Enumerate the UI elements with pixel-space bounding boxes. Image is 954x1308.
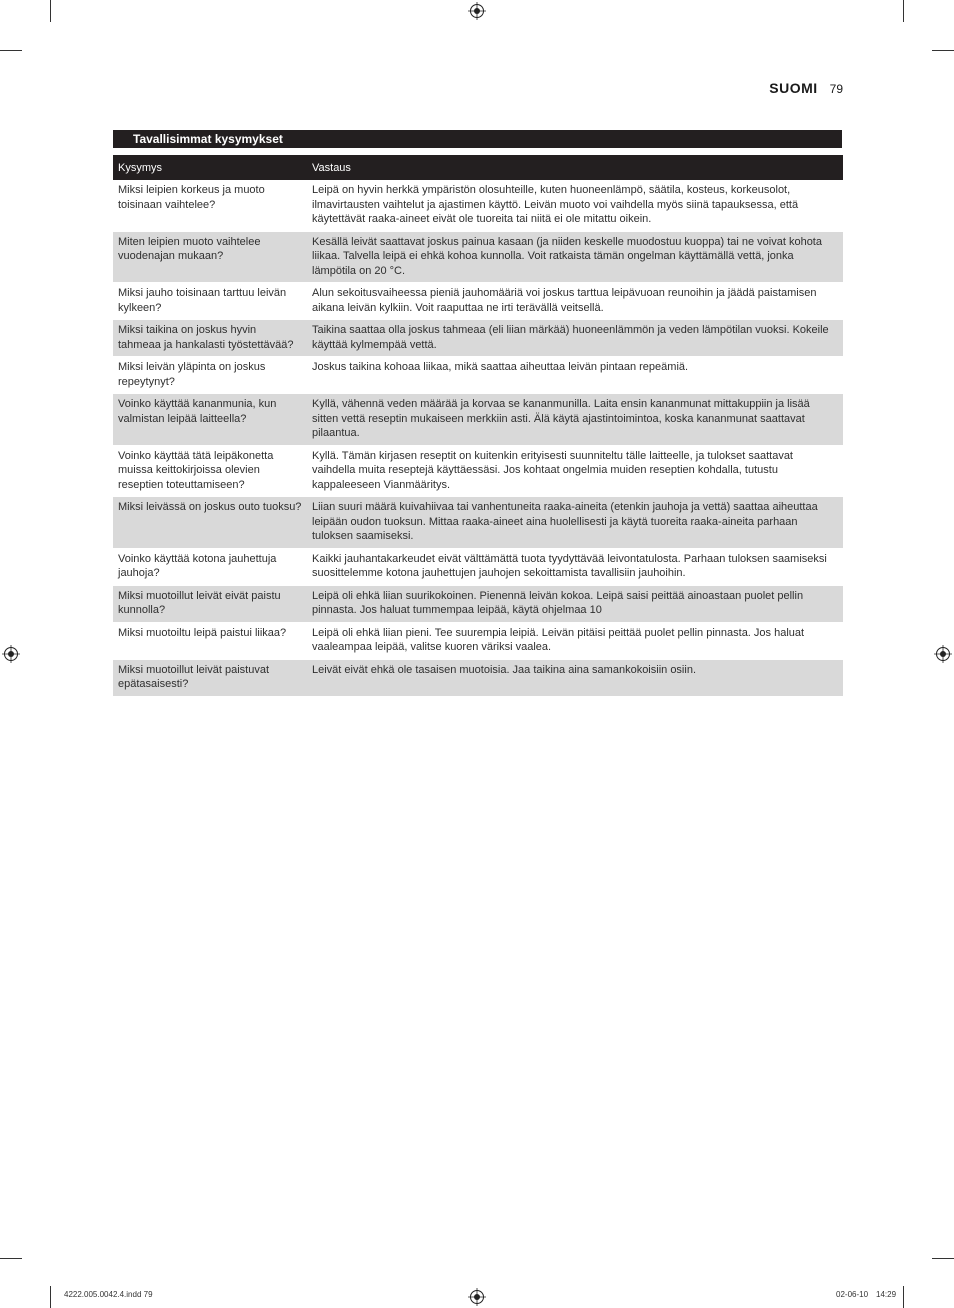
- table-row: [113, 548, 843, 585]
- print-slug-file: 4222.005.0042.4.indd 79: [64, 1290, 153, 1299]
- crop-mark: [0, 1258, 22, 1259]
- question-cell: Voinko käyttää tätä leipäkonetta muissa keittokirjoissa olevien reseptien toteuttamiseen?: [113, 445, 307, 497]
- registration-mark-icon: [468, 2, 486, 20]
- question-cell: Miksi leivän yläpinta on joskus repeytynyt?: [113, 357, 307, 394]
- crop-mark: [50, 1286, 51, 1308]
- section-title: Tavallisimmat kysymykset: [113, 130, 842, 148]
- table-row: [113, 497, 843, 549]
- question-cell: Voinko käyttää kotona jauhettuja jauhoja?: [113, 548, 307, 585]
- crop-mark: [903, 0, 904, 22]
- running-header: [769, 80, 843, 96]
- table-row: [113, 231, 843, 283]
- language-label: SUOMI: [769, 80, 818, 96]
- crop-mark: [903, 1286, 904, 1308]
- crop-mark: [932, 1258, 954, 1259]
- table-row: [113, 357, 843, 394]
- answer-cell: Kaikki jauhantakarkeudet eivät välttämättä tuota tyydyttävää leivontatulosta. Parhaan tuloksen saamiseksi suosittelemme kotona jauhettujen jauhojen sekoittamista tavallisiin jauhoihin.: [307, 548, 843, 585]
- registration-mark-icon: [468, 1288, 486, 1306]
- table-row: [113, 445, 843, 497]
- answer-cell: Joskus taikina kohoaa liikaa, mikä saattaa aiheuttaa leivän pintaan repeämiä.: [307, 357, 843, 394]
- question-cell: Miksi leivässä on joskus outo tuoksu?: [113, 497, 307, 549]
- print-slug-date: 02-06-10: [836, 1290, 869, 1299]
- crop-mark: [0, 50, 22, 51]
- crop-mark: [932, 50, 954, 51]
- answer-cell: Leipä oli ehkä liian suurikokoinen. Pienennä leivän kokoa. Leipä saisi peittää ainoastaan puolet pellin pinnasta. Jos haluat tummempaa leipää, käytä ohjelmaa 10: [307, 585, 843, 622]
- column-header-question: Kysymys: [113, 155, 307, 180]
- answer-cell: Kyllä, vähennä veden määrää ja korvaa se kananmunilla. Laita ensin kananmunat mittakuppiin ja lisää sitten vettä reseptin mukaiseen merkkiin asti. Älä käytä ajastintoimintoa, koska kananmunat saattavat pilaantua.: [307, 394, 843, 446]
- question-cell: Miksi muotoillut leivät eivät paistu kunnolla?: [113, 585, 307, 622]
- faq-table: [113, 155, 843, 697]
- answer-cell: Taikina saattaa olla joskus tahmeaa (eli liian märkää) huoneenlämmön ja veden lämpötilan vuoksi. Kokeile käyttää kylmempää vettä.: [307, 320, 843, 357]
- table-row: [113, 585, 843, 622]
- table-row: [113, 180, 843, 231]
- table-row: [113, 659, 843, 696]
- table-row: [113, 320, 843, 357]
- crop-mark: [50, 0, 51, 22]
- answer-cell: Kyllä. Tämän kirjasen reseptit on kuitenkin erityisesti suunniteltu tälle laitteelle, ja tulokset saattavat vaihdella muita reseptejä käyttäessäsi. Jos kohtaat ongelmia muiden reseptien kohdalla, tutustu kappaleeseen Vianmääritys.: [307, 445, 843, 497]
- answer-cell: Leivät eivät ehkä ole tasaisen muotoisia. Jaa taikina aina samankokoisiin osiin.: [307, 659, 843, 696]
- question-cell: Voinko käyttää kananmunia, kun valmistan leipää laitteella?: [113, 394, 307, 446]
- page-number: 79: [829, 82, 843, 96]
- column-header-answer: Vastaus: [307, 155, 843, 180]
- registration-mark-icon: [2, 645, 20, 663]
- answer-cell: Kesällä leivät saattavat joskus painua kasaan (ja niiden keskelle muodostuu kuoppa) tai ne voivat kohota liikaa. Talvella leipä ei ehkä kohoa kunnolla. Voit ratkaista tämän ongelman käyttämällä vettä, jonka lämpötila on 20 °C.: [307, 231, 843, 283]
- question-cell: Miten leipien muoto vaihtelee vuodenajan mukaan?: [113, 231, 307, 283]
- table-header-row: [113, 155, 843, 180]
- question-cell: Miksi taikina on joskus hyvin tahmeaa ja hankalasti työstettävää?: [113, 320, 307, 357]
- answer-cell: Alun sekoitusvaiheessa pieniä jauhomääriä voi joskus tarttua leipävuoan reunoihin ja jäädä paistamisen aikana leivän kylkiin. Voit raaputtaa ne irti terävällä veitsellä.: [307, 283, 843, 320]
- answer-cell: Leipä on hyvin herkkä ympäristön olosuhteille, kuten huoneenlämpö, säätila, kosteus, korkeusolot, ilmavirtausten vaihtelut ja ajastimen käyttö. Leivän muoto voi vaihdella myös siinä tapauksessa, että käytettävät raaka-aineet eivät ole tuoreita tai niitä ei ole mitattu oikein.: [307, 180, 843, 231]
- answer-cell: Liian suuri määrä kuivahiivaa tai vanhentuneita raaka-aineita (etenkin jauhoja ja vettä) saattaa aiheuttaa leipään oudon tuoksun. Mittaa raaka-aineet aina huolellisesti ja käytä tuoreita raaka-aineita parhaan tuloksen saamiseksi.: [307, 497, 843, 549]
- question-cell: Miksi leipien korkeus ja muoto toisinaan vaihtelee?: [113, 180, 307, 231]
- answer-cell: Leipä oli ehkä liian pieni. Tee suurempia leipiä. Leivän pitäisi peittää puolet pellin pinnasta. Jos haluat vaaleampaa leipää, valitse kuoren väriksi vaalea.: [307, 622, 843, 659]
- question-cell: Miksi jauho toisinaan tarttuu leivän kylkeen?: [113, 283, 307, 320]
- question-cell: Miksi muotoiltu leipä paistui liikaa?: [113, 622, 307, 659]
- registration-mark-icon: [934, 645, 952, 663]
- table-row: [113, 394, 843, 446]
- table-row: [113, 283, 843, 320]
- print-slug-time: 14:29: [876, 1290, 897, 1299]
- question-cell: Miksi muotoillut leivät paistuvat epätasaisesti?: [113, 659, 307, 696]
- table-row: [113, 622, 843, 659]
